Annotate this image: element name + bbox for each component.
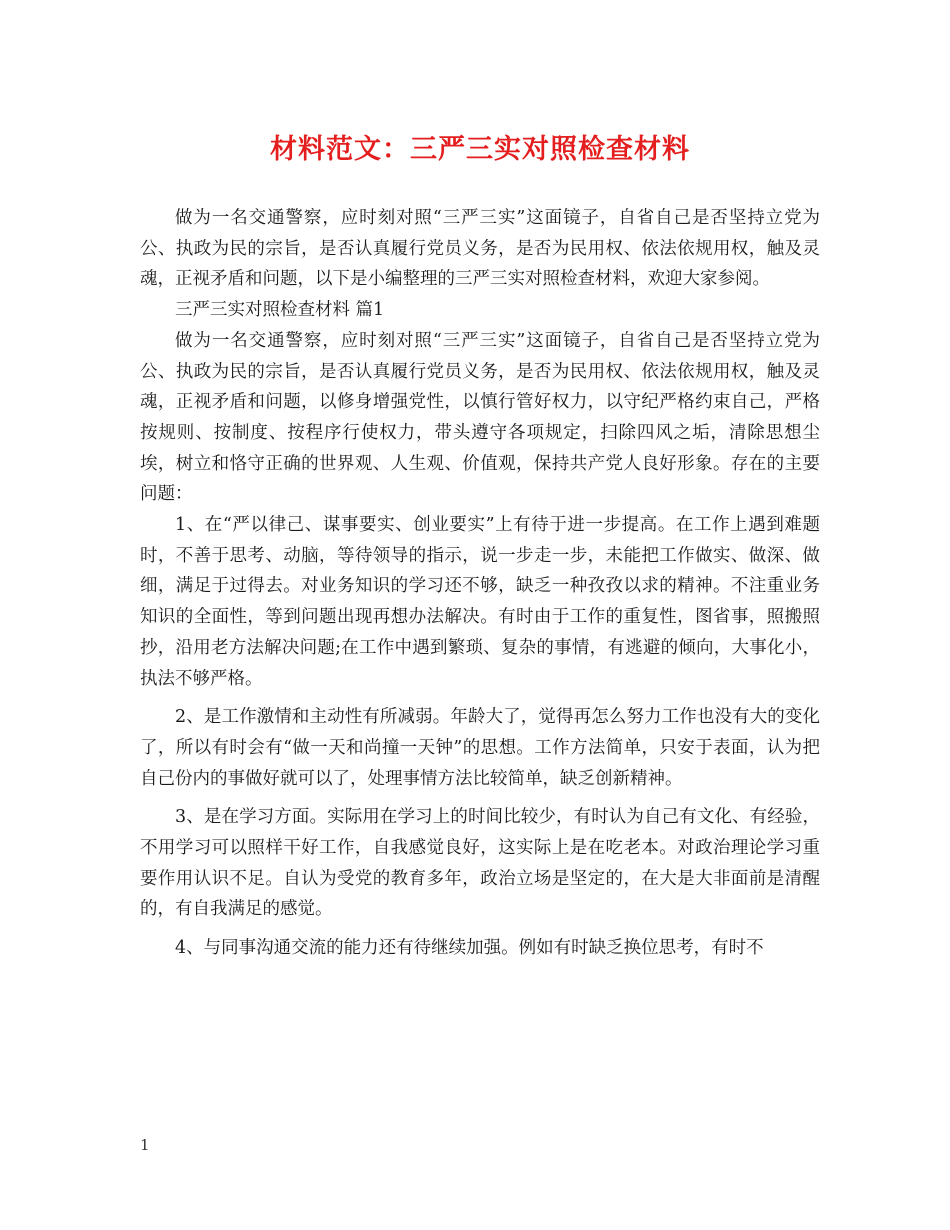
intro-paragraph: 做为一名交通警察，应时刻对照“三严三实”这面镜子，自省自己是否坚持立党为公、执政为民的宗旨，是否认真履行党员义务，是否为民用权、依法依规用权，触及灵魂，正视矛盾和问题，以下是小编整理的三严三实对照检查材料，欢迎大家参阅。 <box>140 208 820 290</box>
document-title: 材料范文：三严三实对照检查材料 <box>270 134 690 165</box>
body-paragraph: 2、是工作激情和主动性有所减弱。年龄大了，觉得再怎么努力工作也没有大的变化了，所以有时会有“做一天和尚撞一天钟”的思想。工作方法简单，只安于表面，认为把自己份内的事做好就可以了，处理事情方法比较简单，缺乏创新精神。 <box>140 707 820 789</box>
document-body <box>140 203 820 964</box>
body-paragraph: 3、是在学习方面。实际用在学习上的时间比较少，有时认为自己有文化、有经验，不用学习可以照样干好工作，自我感觉良好，这实际上是在吃老本。对政治理论学习重要作用认识不足。自认为受党的教育多年，政治立场是坚定的，在大是大非面前是清醒的，有自我满足的感觉。 <box>140 807 820 920</box>
body-paragraph: 4、与同事沟通交流的能力还有待继续加强。例如有时缺乏换位思考，有时不 <box>175 938 764 959</box>
body-paragraph: 1、在“严以律己、谋事要实、创业要实”上有待于进一步提高。在工作上遇到难题时，不善于思考、动脑，等待领导的指示，说一步走一步，未能把工作做实、做深、做细，满足于过得去。对业务知识的学习还不够，缺乏一种孜孜以求的精神。不注重业务知识的全面性，等到问题出现再想办法解决。有时由于工作的重复性，图省事，照搬照抄，沿用老方法解决问题;在工作中遇到繁琐、复杂的事情，有逃避的倾向，大事化小，执法不够严格。 <box>140 515 820 689</box>
section-heading: 三严三实对照检查材料 篇1 <box>175 300 385 321</box>
body-paragraph: 做为一名交通警察，应时刻对照“三严三实”这面镜子，自省自己是否坚持立党为公、执政为民的宗旨，是否认真履行党员义务，是否为民用权、依法依规用权，触及灵魂，正视矛盾和问题，以修身增强党性，以慎行管好权力，以守纪严格约束自己，严格按规则、按制度、按程序行使权力，带头遵守各项规定，扫除四风之垢，清除思想尘埃，树立和恪守正确的世界观、人生观、价值观，保持共产党人良好形象。存在的主要问题： <box>140 330 820 505</box>
page-number: 1 <box>140 1136 150 1154</box>
